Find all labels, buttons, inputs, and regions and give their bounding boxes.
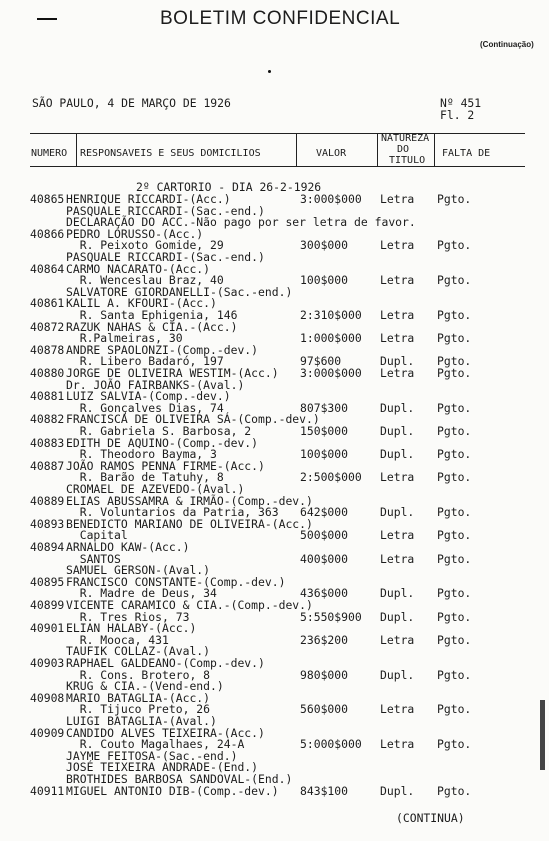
entry-title-type: Letra [380, 470, 415, 485]
col-divider-3 [377, 133, 378, 167]
entry-party: SALVATORE GIORDANELLI-(Sac.-end.) [66, 284, 293, 299]
entry-party: JOÃO RAMOS PENNA FIRME-(Acc.) [66, 458, 265, 473]
entry-title-type: Dupl. [380, 667, 415, 682]
col-header-numero: NUMERO [31, 148, 68, 159]
entry-party: TAUFIK COLLAZ-(Aval.) [66, 644, 211, 659]
entry-value: 2:500$000 [300, 470, 362, 485]
entry-protest-reason: Pgto. [437, 505, 472, 520]
entry-title-type: Letra [380, 366, 415, 380]
scan-mark [37, 18, 57, 20]
entry-party: LUIZ SALVIA-(Comp.-dev.) [66, 389, 231, 404]
entry-protest-reason: Pgto. [437, 366, 472, 380]
col-header-natureza-1: NATUREZA [381, 133, 430, 144]
entry-party: JORGE DE OLIVEIRA WESTIM-(Acc.) [66, 366, 279, 380]
entry-party: R. Theodoro Bayma, 3 [66, 447, 217, 462]
entry-value: 100$000 [300, 273, 349, 288]
entry-value: 500$000 [300, 528, 349, 543]
entry-party: SANTOS [66, 551, 121, 566]
entry-number: 40893 [30, 516, 65, 531]
entry-protest-reason: Pgto. [437, 609, 472, 624]
entry-number: 40866 [30, 226, 65, 241]
entry-number: 40908 [30, 690, 65, 705]
entry-title-type: Dupl. [380, 505, 415, 520]
entry-title-type: Dupl. [380, 609, 415, 624]
entry-party: ELIAS ABUSSAMRA & IRMÃO-(Comp.-dev.) [66, 493, 313, 508]
entry-party: R. Libero Badaró, 197 [66, 354, 224, 369]
entry-value: 843$100 [300, 783, 349, 798]
entry-party: R. Wenceslau Braz, 40 [66, 273, 224, 288]
entry-party: JAYME FEITOSA-(Sac.-end.) [66, 748, 238, 763]
entry-number: 40889 [30, 493, 65, 508]
entry-value: 1:000$000 [300, 331, 362, 346]
bulletin-number: Nº 451 [440, 96, 482, 110]
entry-party: R. Cons. Brotero, 8 [66, 667, 211, 682]
entry-party: PEDRO LORUSSO-(Acc.) [66, 226, 204, 241]
entry-title-type: Letra [380, 528, 415, 543]
entry-party: R. Gabriela S. Barbosa, 2 [66, 424, 252, 438]
entry-party: KALIL A. KFOURI-(Acc.) [66, 296, 217, 311]
entry-number: 40903 [30, 656, 65, 670]
col-header-valor: VALOR [316, 148, 347, 159]
entry-title-type: Dupl. [380, 447, 415, 462]
entry-party: R. Tres Rios, 73 [66, 609, 190, 624]
entry-party: LUIGI BATAGLIA-(Aval.) [66, 714, 217, 728]
entry-party: VICENTE CARAMICO & CIA.-(Comp.-dev.) [66, 598, 313, 612]
entry-party: DECLARAÇÃO DO ACC.-Não pago por ser letra de favor. [66, 215, 416, 230]
entry-number: 40864 [30, 261, 65, 276]
entry-number: 40894 [30, 540, 65, 554]
col-header-falta: FALTA DE [442, 148, 491, 159]
entry-number: 40911 [30, 783, 65, 798]
document-title: BOLETIM CONFIDENCIAL [160, 8, 401, 29]
entry-party: R. Peixoto Gomide, 29 [66, 238, 224, 253]
entry-number: 40865 [30, 192, 65, 206]
entry-protest-reason: Pgto. [437, 783, 472, 798]
entry-title-type: Dupl. [380, 783, 415, 798]
entry-number: 40880 [30, 366, 65, 380]
entry-number: 40899 [30, 598, 65, 612]
table-header-top-rule [30, 133, 525, 134]
col-header-responsaveis: RESPONSAVEIS E SEUS DOMICILIOS [80, 148, 261, 159]
col-divider-4 [434, 133, 435, 167]
entry-value: 100$000 [300, 447, 349, 462]
continuation-note: (Continuação) [480, 40, 534, 49]
entry-value: 436$000 [300, 586, 349, 601]
entry-value: 400$000 [300, 551, 349, 566]
col-divider-1 [76, 133, 77, 167]
entry-title-type: Dupl. [380, 354, 415, 369]
entry-title-type: Letra [380, 702, 415, 717]
entry-party: R. Couto Magalhaes, 24-A [66, 737, 245, 752]
entry-party: CROMAEL DE AZEVEDO-(Aval.) [66, 482, 245, 496]
entry-party: RAPHAEL GALDEANO-(Comp.-dev.) [66, 656, 265, 670]
entry-protest-reason: Pgto. [437, 702, 472, 717]
entry-party: CANDIDO ALVES TEIXEIRA-(Acc.) [66, 725, 265, 740]
entry-protest-reason: Pgto. [437, 273, 472, 288]
col-header-natureza-2: DO [397, 144, 410, 155]
entry-number: 40887 [30, 458, 65, 473]
entry-party: ARNALDO KAW-(Acc.) [66, 540, 190, 554]
list-item [0, 785, 549, 797]
entry-title-type: Letra [380, 331, 415, 346]
entry-title-type: Letra [380, 238, 415, 253]
entry-number: 40878 [30, 342, 65, 357]
entry-party: KRUG & CIA.-(Vend-end.) [66, 679, 224, 694]
entry-protest-reason: Pgto. [437, 470, 472, 485]
col-divider-2 [296, 133, 297, 167]
entry-value: 5:000$000 [300, 737, 362, 752]
entry-protest-reason: Pgto. [437, 667, 472, 682]
entry-party: R. Mooca, 431 [66, 632, 169, 647]
entry-value: 2:310$000 [300, 308, 362, 322]
entry-protest-reason: Pgto. [437, 551, 472, 566]
entry-party: JOSÉ TEIXEIRA ANDRADE-(End.) [66, 760, 259, 775]
entry-number: 40883 [30, 435, 65, 450]
entry-protest-reason: Pgto. [437, 331, 472, 346]
entry-protest-reason: Pgto. [437, 424, 472, 438]
entry-party: RAZUK NAHAS & CIA.-(Acc.) [66, 319, 238, 334]
entry-party: SAMUEL GERSON-(Aval.) [66, 563, 211, 578]
entry-protest-reason: Pgto. [437, 737, 472, 752]
entry-title-type: Letra [380, 632, 415, 647]
entry-protest-reason: Pgto. [437, 632, 472, 647]
sheet-number: Fl. 2 [440, 108, 475, 122]
entry-party: BENEDICTO MARIANO DE OLIVEIRA-(Acc.) [66, 516, 313, 531]
entry-party: PASQUALE RICCARDI-(Sac.-end.) [66, 203, 265, 218]
entry-number: 40901 [30, 621, 65, 636]
entry-title-type: Letra [380, 192, 415, 206]
entry-number: 40861 [30, 296, 65, 311]
entry-value: 3:000$000 [300, 366, 362, 380]
continue-note: (CONTINUA) [396, 811, 465, 825]
entry-party: MARIO BATAGLIA-(Acc.) [66, 690, 211, 705]
entry-party: HENRIQUE RICCARDI-(Acc.) [66, 192, 231, 206]
entry-title-type: Letra [380, 551, 415, 566]
entry-party: ANDRE SPAOLONZI-(Comp.-dev.) [66, 342, 259, 357]
entry-party: EDITH DE AQUINO-(Comp.-dev.) [66, 435, 259, 450]
entry-value: 300$000 [300, 238, 349, 253]
entry-protest-reason: Pgto. [437, 586, 472, 601]
entry-value: 560$000 [300, 702, 349, 717]
entry-title-type: Letra [380, 737, 415, 752]
entry-value: 97$600 [300, 354, 342, 369]
entry-protest-reason: Pgto. [437, 354, 472, 369]
entry-party: Capital [66, 528, 128, 543]
entry-value: 980$000 [300, 667, 349, 682]
entry-value: 5:550$900 [300, 609, 362, 624]
entry-number: 40895 [30, 574, 65, 589]
entry-value: 807$300 [300, 400, 349, 415]
entry-party: R. Santa Ephigenia, 146 [66, 308, 238, 322]
entry-value: 3:000$000 [300, 192, 362, 206]
entry-title-type: Dupl. [380, 400, 415, 415]
entry-party: MIGUEL ANTONIO DIB-(Comp.-dev.) [66, 783, 279, 798]
col-header-natureza-3: TITULO [389, 155, 426, 166]
entry-protest-reason: Pgto. [437, 447, 472, 462]
entry-number: 40881 [30, 389, 65, 404]
entry-party: R. Voluntarios da Patria, 363 [66, 505, 279, 520]
entry-party: FRANCISCO CONSTANTE-(Comp.-dev.) [66, 574, 286, 589]
entry-title-type: Dupl. [380, 586, 415, 601]
entry-party: FRANCISCA DE OLIVEIRA SÁ-(Comp.-dev.) [66, 412, 320, 427]
entry-party: CARMO NACARATO-(Acc.) [66, 261, 211, 276]
entry-protest-reason: Pgto. [437, 192, 472, 206]
entry-party: Dr. JOÃO FAIRBANKS-(Aval.) [66, 377, 245, 392]
table-header-bottom-rule [30, 166, 525, 167]
entry-party: R. Madre de Deus, 34 [66, 586, 217, 601]
entry-protest-reason: Pgto. [437, 400, 472, 415]
entry-value: 236$200 [300, 632, 349, 647]
entry-value: 150$000 [300, 424, 349, 438]
entry-protest-reason: Pgto. [437, 528, 472, 543]
entry-party: R.Palmeiras, 30 [66, 331, 183, 346]
entry-party: BROTHIDES BARBOSA SANDOVAL-(End.) [66, 772, 293, 786]
entry-party: R. Tijuco Preto, 26 [66, 702, 211, 717]
place-date: SÃO PAULO, 4 DE MARÇO DE 1926 [32, 96, 231, 110]
scan-dot [268, 70, 271, 73]
entry-protest-reason: Pgto. [437, 308, 472, 322]
entry-party: ELIAN HALABY-(Acc.) [66, 621, 197, 636]
entry-number: 40909 [30, 725, 65, 740]
entry-party: R. Barão de Tatuhy, 8 [66, 470, 224, 485]
entry-title-type: Letra [380, 308, 415, 322]
entry-title-type: Letra [380, 273, 415, 288]
entry-title-type: Dupl. [380, 424, 415, 438]
entry-number: 40872 [30, 319, 65, 334]
entry-value: 642$000 [300, 505, 349, 520]
entry-party: PASQUALE RICCARDI-(Sac.-end.) [66, 250, 265, 264]
entry-party: R. Gonçalves Dias, 74 [66, 400, 224, 415]
entry-number: 40882 [30, 412, 65, 427]
section-title: 2º CARTORIO - DIA 26-2-1926 [136, 180, 322, 194]
entry-protest-reason: Pgto. [437, 238, 472, 253]
